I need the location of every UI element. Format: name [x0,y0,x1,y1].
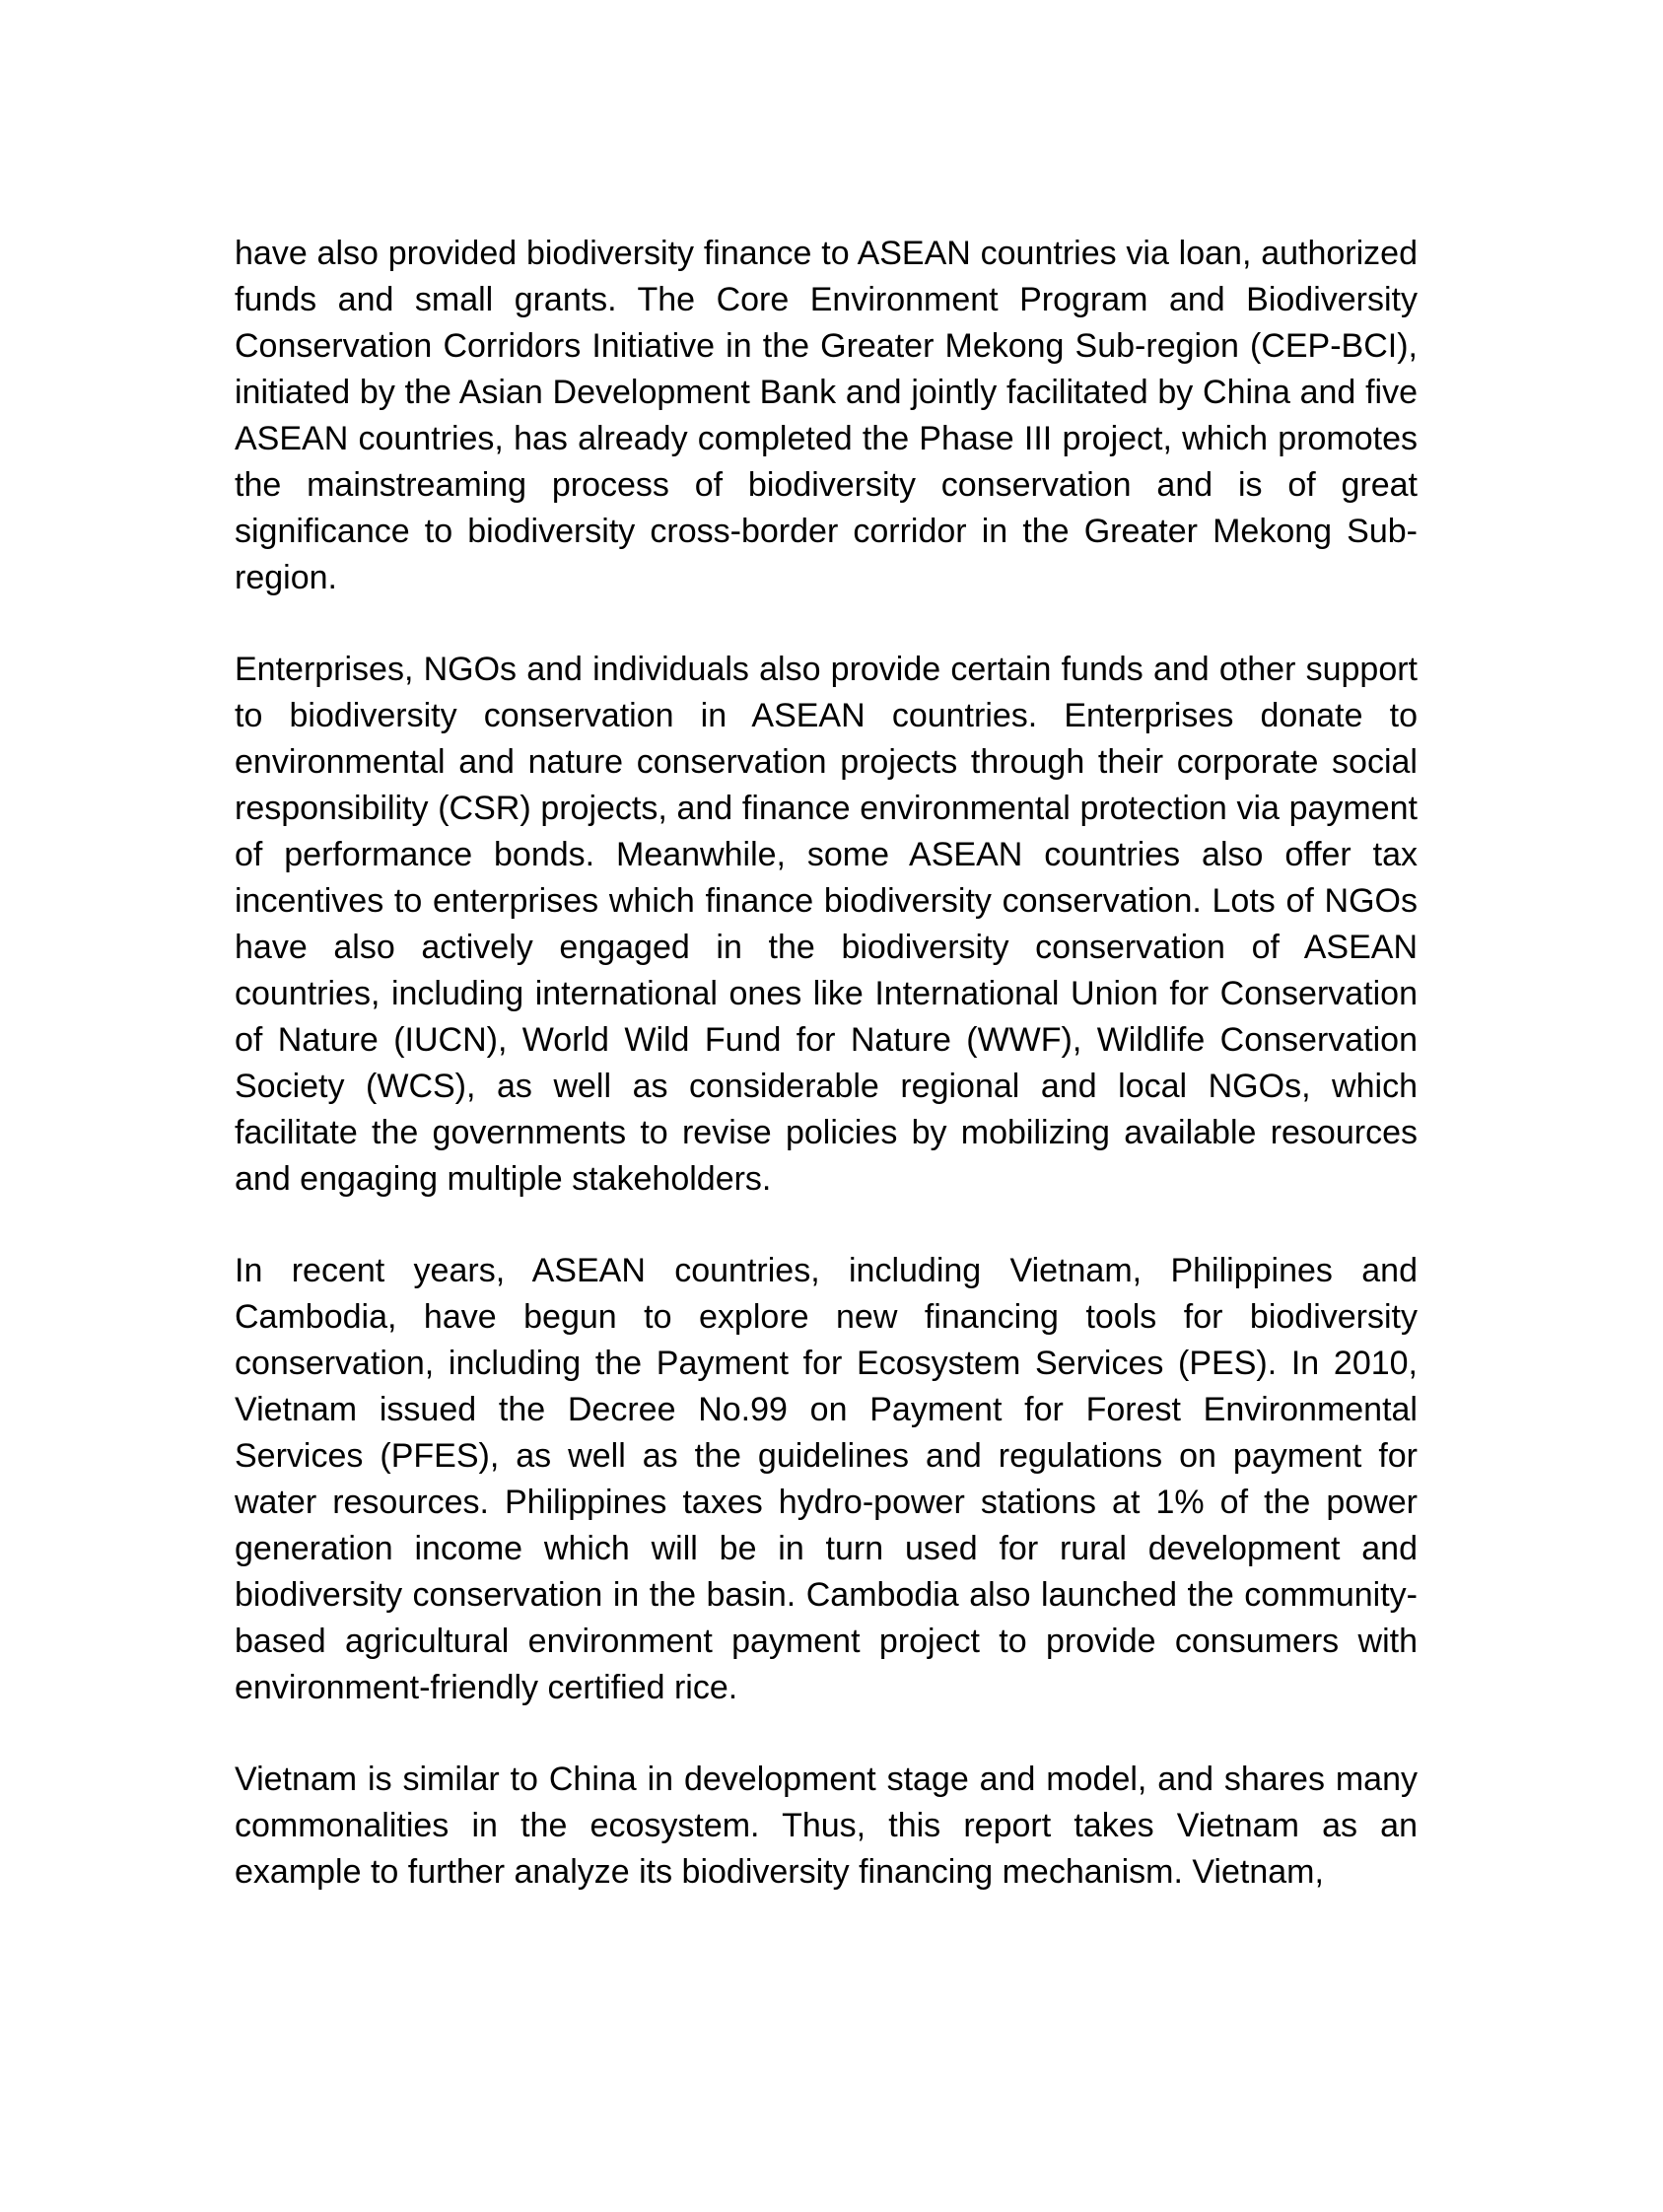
paragraph-enterprises-ngos: Enterprises, NGOs and individuals also provide certain funds and other support to biodiversity conservation in ASEAN countries. Enterprises donate to environmental and nature conservation projects through their corporate social responsibility (CSR) projects, and finance environmental protection via payment of performance bonds. Meanwhile, some ASEAN countries also offer tax incentives to enterprises which finance biodiversity conservation. Lots of NGOs have also actively engaged in the biodiversity conservation of ASEAN countries, including international ones like International Union for Conservation of Nature (IUCN), World Wild Fund for Nature (WWF), Wildlife Conservation Society (WCS), as well as considerable regional and local NGOs, which facilitate the governments to revise policies by mobilizing available resources and engaging multiple stakeholders. [235,651,1418,1198]
paragraph-biodiversity-finance: have also provided biodiversity finance to ASEAN countries via loan, authorized funds and small grants. The Core Environment Program and Biodiversity Conservation Corridors Initiative in the Greater Mekong Sub-region (CEP-BCI), initiated by the Asian Development Bank and jointly facilitated by China and five ASEAN countries, has already completed the Phase III project, which promotes the mainstreaming process of biodiversity conservation and is of great significance to biodiversity cross-border corridor in the Greater Mekong Sub-region. [235,235,1418,596]
paragraph-new-financing-tools: In recent years, ASEAN countries, including Vietnam, Philippines and Cambodia, have begun to explore new financing tools for biodiversity conservation, including the Payment for Ecosystem Services (PES). In 2010, Vietnam issued the Decree No.99 on Payment for Forest Environmental Services (PFES), as well as the guidelines and regulations on payment for water resources. Philippines taxes hydro-power stations at 1% of the power generation income which will be in turn used for rural development and biodiversity conservation in the basin. Cambodia also launched the community-based agricultural environment payment project to provide consumers with environment-friendly certified rice. [235,1252,1418,1706]
body-text [235,231,1418,1896]
paragraph-vietnam-example: Vietnam is similar to China in development stage and model, and shares many commonalities in the ecosystem. Thus, this report takes Vietnam as an example to further analyze its biodiversity financing mechanism. Vietnam, [235,1761,1418,1891]
